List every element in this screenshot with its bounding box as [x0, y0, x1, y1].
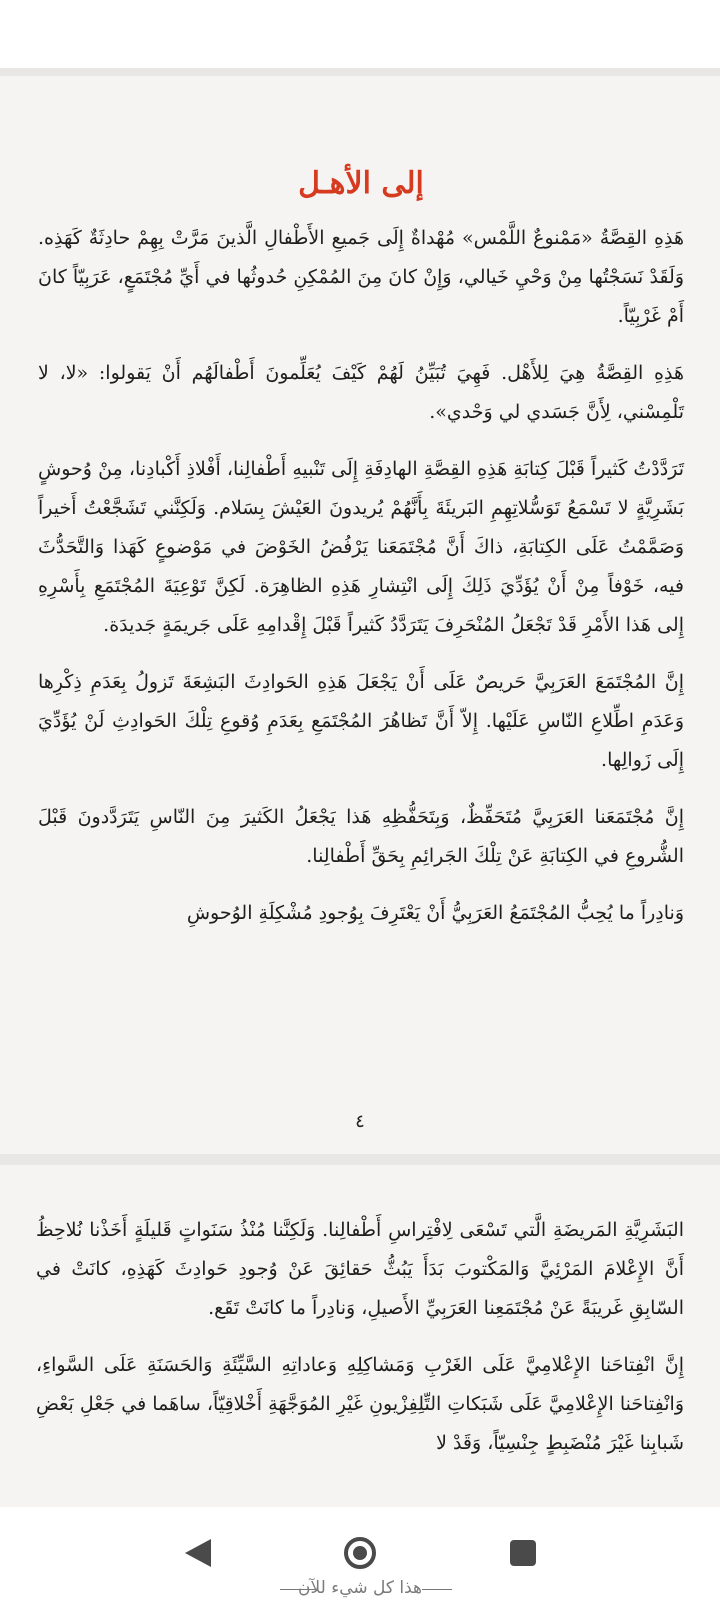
- paragraph-1: البَشَرِيَّةِ المَريضَةِ الَّتي تَسْعَى لِافْتِراسِ أَطْفالِنا. وَلَكِنَّنا مُنْذُ سَنَواتٍ قَليلَةٍ أَخَذْنا نُلاحِظُ أَنَّ الإِعْلامَ المَرْئِيَّ وَالمَكْتوبَ بَدَأَ يَبُثُّ حَقائِقَ عَنْ وُجودِ حَوادِثَ كَهَذِهِ، كانَتْ في السّابِقِ غَريبَةً عَنْ مُجْتَمَعِنا العَرَبِيِّ الأَصيلِ، وَنادِراً ما كانَتْ تَقَع.: [36, 1219, 684, 1319]
- page-number: ٤: [355, 1111, 365, 1132]
- paragraph-3: تَرَدَّدْتُ كَثيراً قَبْلَ كِتابَةِ هَذِهِ القِصَّةِ الهادِفَةِ إِلَى تَنْبيهِ أَطْفالِنا، أَفْلاذِ أَكْبادِنا، مِنْ وُحوشٍ بَشَرِيَّةٍ لا تَسْمَعُ تَوَسُّلاتِهِمِ البَريئَةَ بِأَنَّهُمْ يُريدونَ العَيْشَ بِسَلام. وَلَكِنَّني تَشَجَّعْتُ أَخيراً وَصَمَّمْتُ عَلَى الكِتابَةِ، ذاكَ أَنَّ مُجْتَمَعَنا يَرْفُضُ الخَوْضَ في مَوْضوعٍ كَهَذا وَالتَّحَدُّثَ فيه، خَوْفاً مِنْ أَنْ يُؤَدِّيَ ذَلِكَ إِلَى انْتِشارِ هَذِهِ الظاهِرَة. لَكِنَّ تَوْعِيَةَ المُجْتَمَعِ بِأَسْرِهِ إِلى هَذا الأَمْرِ قَدْ تَجْعَلُ المُنْحَرِفَ يَتَرَدَّدُ كَثيراً قَبْلَ إِقْدامِهِ عَلَى جَريمَةٍ جَديدَة.: [38, 458, 684, 636]
- page-title: إلى الأهـل: [298, 166, 424, 201]
- paragraph-2: هَذِهِ القِصَّةُ هِيَ لِلأَهْل. فَهِيَ تُبَيِّنُ لَهُمْ كَيْفَ يُعَلِّمونَ أَطْفالَهُم أَنْ يَقولوا: «لا، لا تَلْمِسْني، لِأَنَّ جَسَدي لي وَحْدي».: [38, 362, 684, 423]
- paragraph-1: هَذِهِ القِصَّةُ «مَمْنوعٌ اللَّمْس» مُهْداةٌ إِلَى جَميعِ الأَطْفالِ الَّذينَ مَرَّتْ بِهِمْ حادِثَةٌ كَهَذِه. وَلَقَدْ نَسَجْتُها مِنْ وَحْيِ خَيالي، وَإِنْ كانَ مِنَ المُمْكِنِ حُدوثُها في أَيِّ مُجْتَمَعٍ، عَرَبِيّاً كانَ أَمْ غَرْبِيّاً.: [38, 227, 684, 327]
- book-page-2: [0, 1165, 720, 1507]
- end-of-content-footer: [0, 1580, 720, 1600]
- book-page-1: [0, 76, 720, 1154]
- recents-button[interactable]: [499, 1529, 547, 1577]
- back-triangle-icon: [185, 1539, 211, 1567]
- status-bar-area: [0, 0, 720, 68]
- home-button[interactable]: [336, 1529, 384, 1577]
- back-button[interactable]: [174, 1529, 222, 1577]
- paragraph-2: إِنَّ انْفِتاحَنا الإِعْلامِيَّ عَلَى الغَرْبِ وَمَشاكِلِهِ وَعاداتِهِ السَّيِّئَةِ وَالحَسَنَةِ عَلَى السَّواءِ، وَانْفِتاحَنا الإِعْلامِيَّ عَلَى شَبَكاتِ التِّلِفِزْيونِ غَيْرِ المُوَجَّهَةِ أَخْلاقِيّاً، ساهَما في جَعْلِ بَعْضِ شَبابِنا غَيْرَ مُنْضَبِطٍ جِنْسِيّاً، وَقَدْ لا: [36, 1354, 684, 1454]
- recents-square-icon: [510, 1540, 536, 1566]
- paragraph-6: وَنادِراً ما يُحِبُّ المُجْتَمَعُ العَرَبِيُّ أَنْ يَعْتَرِفَ بِوُجودِ مُشْكِلَةِ الوُحوشِ: [186, 902, 684, 924]
- paragraph-4: إِنَّ المُجْتَمَعَ العَرَبِيَّ حَريصٌ عَلَى أَنْ يَجْعَلَ هَذِهِ الحَوادِثَ البَشِعَةَ تَزولُ بِعَدَمِ ذِكْرِها وَعَدَمِ اطِّلاعِ النّاسِ عَلَيْها. إِلاّ أَنَّ تَظاهُرَ المُجْتَمَعِ بِعَدَمِ وُقوعِ تِلْكَ الحَوادِثِ لَنْ يُؤَدِّيَ إِلَى زَوالِها.: [38, 671, 684, 771]
- footer-text: هذا كل شيء للآن: [297, 1578, 422, 1598]
- home-circle-icon: [344, 1537, 376, 1569]
- paragraph-5: إِنَّ مُجْتَمَعَنا العَرَبِيَّ مُتَحَفِّظٌ، وَبِتَحَفُّظِهِ هَذا يَجْعَلُ الكَثيرَ مِنَ النّاسِ يَتَرَدَّدونَ قَبْلَ الشُّروعِ في الكِتابَةِ عَنْ تِلْكَ الجَرائِمِ بِحَقِّ أَطْفالِنا.: [38, 806, 684, 867]
